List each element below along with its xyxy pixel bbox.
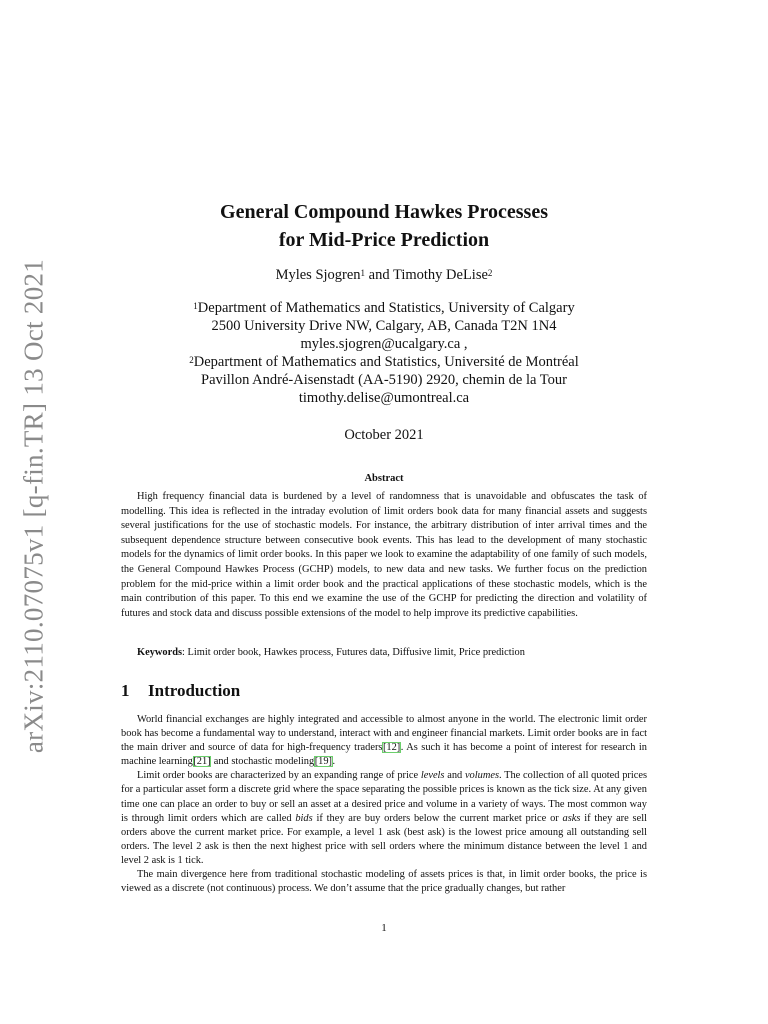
author-2-affiliation-mark: 2 — [487, 268, 493, 278]
keywords-label: Keywords — [137, 647, 183, 658]
paragraph-2-text-a: Limit order books are characterized by an expanding range of price — [137, 770, 421, 782]
introduction-body — [121, 713, 647, 896]
paragraph-1-text-d: . — [332, 756, 336, 768]
arxiv-identifier-stamp: arXiv:2110.07075v1 [q-fin.TR] 13 Oct 2021 — [18, 258, 49, 754]
term-asks: asks — [562, 812, 581, 824]
page-number: 1 — [381, 922, 387, 934]
paragraph-1-text-a: World financial exchanges are highly integrated and accessible to almost anyone in the world. The electronic limit order book has become a fundamental way to understand, interact with and engineer financial markets. Limit order books are in fact the main driver and source of data for high-frequency traders — [121, 714, 647, 754]
affiliation-2-text: Department of Mathematics and Statistics, Université de Montréal — [193, 354, 579, 370]
affiliation-1-email[interactable]: myles.sjogren@ucalgary.ca , — [300, 336, 468, 352]
author-list — [0, 266, 768, 284]
citation-link-19[interactable]: [19] — [314, 756, 332, 768]
author-separator: and — [365, 267, 393, 283]
section-heading-introduction — [121, 681, 240, 701]
citation-link-12[interactable]: [12] — [382, 742, 401, 754]
title-line-1: General Compound Hawkes Processes — [220, 201, 548, 223]
section-title: Introduction — [148, 681, 241, 700]
abstract-heading: Abstract — [364, 473, 404, 484]
author-name-2: Timothy DeLise — [392, 267, 488, 283]
paragraph-2 — [121, 769, 647, 868]
affiliation-1-name — [0, 299, 768, 317]
paper-title — [0, 198, 768, 254]
publication-date: October 2021 — [344, 427, 424, 443]
keywords-list: : Limit order book, Hawkes process, Futures data, Diffusive limit, Price prediction — [182, 647, 525, 658]
affiliation-1-text: Department of Mathematics and Statistics, University of Calgary — [197, 300, 575, 316]
affiliations — [0, 299, 768, 407]
paragraph-2-text-c: . The collection of all quoted prices for a particular asset form a discrete grid where the space separating the possible prices is known as the tick size. At any given time one can place an order to buy or sell an asset at a desired price and volume in a variety of ways. The most common way is through limit orders which are called — [121, 770, 647, 824]
abstract-text: High frequency financial data is burdened by a level of randomness that is unavoidable and obfuscates the task of modelling. This idea is reflected in the intraday evolution of limit orders book data for many financial assets and suggests several justifications for the use of stochastic models. For instance, the arbitrary distribution of inter arrival times and the subsequent dependence structure between consecutive book events. This has lead to the development of many stochastic models for the dynamics of limit order books. In this paper we look to examine the adaptability of one family of such models, the General Compound Hawkes Process (GCHP) models, to new data and new tasks. We further focus on the prediction problem for the mid-price within a limit order book and the practical applications of these stochastic models, which is the main contribution of this paper. To this end we examine the use of the GCHP for predicting the direction and volatility of futures and stock data and discuss possible extensions of the model to help improve its predictive capabilities. — [121, 491, 647, 619]
term-levels: levels — [420, 770, 445, 782]
term-volumes: volumes — [464, 770, 499, 782]
paragraph-1 — [121, 713, 647, 769]
author-name-1: Myles Sjogren — [275, 267, 361, 283]
affiliation-2-email[interactable]: timothy.delise@umontreal.ca — [298, 390, 470, 406]
affiliation-2-mark: 2 — [189, 355, 194, 365]
author-1-affiliation-mark: 1 — [360, 268, 366, 278]
affiliation-1-address: 2500 University Drive NW, Calgary, AB, Canada T2N 1N4 — [211, 318, 557, 334]
paragraph-1-text-c: and stochastic modeling — [211, 756, 315, 768]
term-bids: bids — [295, 812, 313, 824]
paragraph-2-text-d: if they are buy orders below the current market price or — [312, 812, 563, 824]
paragraph-2-text-e: if they are sell orders above the current market price. For example, a level 1 ask (best ask) is the lowest price amoung all outstanding sell orders. The level 2 ask is then the next highest price with sell orders where the minimum distance between the level 1 and level 2 ask is 1 tick. — [121, 812, 647, 866]
paragraph-3: The main divergence here from traditional stochastic modeling of assets prices is that, in limit order books, the price is viewed as a discrete (not continuous) process. We don’t assume that the price gradually changes, but rather — [121, 869, 647, 895]
affiliation-2-address: Pavillon André-Aisenstadt (AA-5190) 2920, chemin de la Tour — [201, 372, 567, 388]
section-number: 1 — [121, 681, 130, 700]
citation-link-21[interactable]: [21] — [193, 756, 211, 768]
paragraph-1-text-b: . As such it has become a point of interest for research in machine learning — [121, 742, 647, 768]
paragraph-2-text-b: and — [444, 770, 465, 782]
affiliation-1-mark: 1 — [193, 301, 198, 311]
title-line-2: for Mid-Price Prediction — [278, 229, 490, 251]
affiliation-2-name — [0, 353, 768, 371]
keywords-line — [137, 646, 647, 660]
